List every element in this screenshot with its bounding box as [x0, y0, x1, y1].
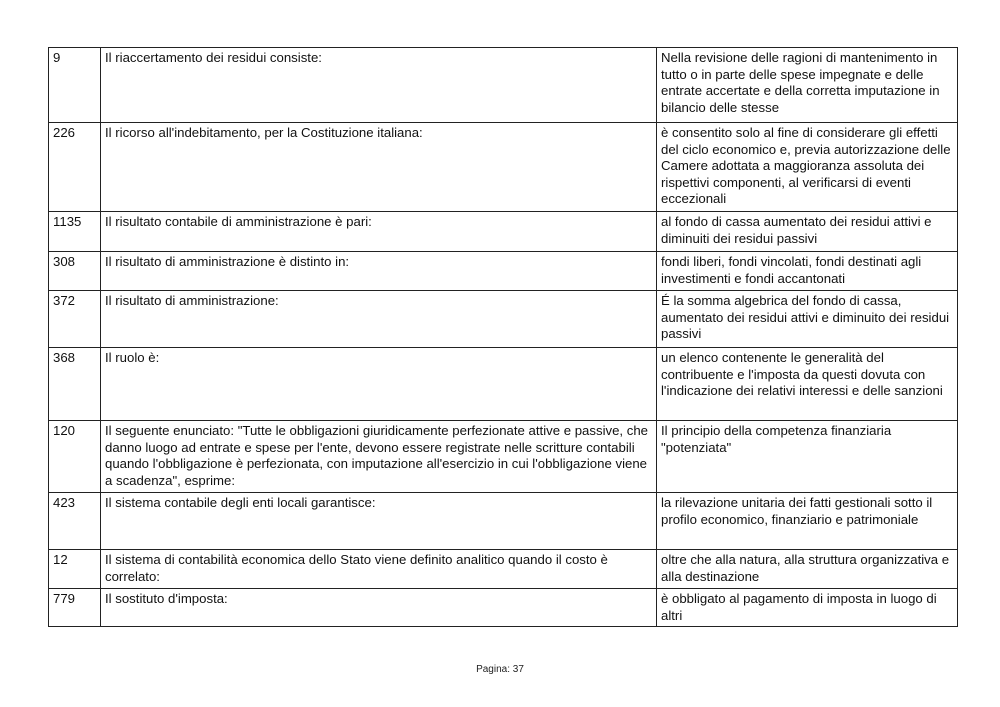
question-id: 368: [49, 348, 101, 421]
question-id: 9: [49, 48, 101, 123]
answer-text: un elenco contenente le generalità del contribuente e l'imposta da questi dovuta con l'indicazione dei relativi interessi e delle sanzioni: [657, 348, 958, 421]
table-row: [49, 48, 958, 123]
answer-text: Nella revisione delle ragioni di mantenimento in tutto o in parte delle spese impegnate e delle entrate accertate e della corretta imputazione in bilancio delle stesse: [657, 48, 958, 123]
table-row: [49, 421, 958, 493]
question-text: Il sistema contabile degli enti locali garantisce:: [101, 493, 657, 550]
question-text: Il sistema di contabilità economica dello Stato viene definito analitico quando il costo è correlato:: [101, 550, 657, 589]
table-row: [49, 123, 958, 212]
table-row: [49, 589, 958, 627]
question-text: Il sostituto d'imposta:: [101, 589, 657, 627]
question-id: 1135: [49, 212, 101, 252]
questions-table: [48, 47, 958, 627]
question-id: 226: [49, 123, 101, 212]
question-text: Il risultato di amministrazione:: [101, 291, 657, 348]
answer-text: la rilevazione unitaria dei fatti gestionali sotto il profilo economico, finanziario e patrimoniale: [657, 493, 958, 550]
answer-text: è consentito solo al fine di considerare gli effetti del ciclo economico e, previa autorizzazione delle Camere adottata a maggioranza assoluta dei rispettivi componenti, al verificarsi di eventi eccezionali: [657, 123, 958, 212]
table-row: [49, 291, 958, 348]
question-id: 423: [49, 493, 101, 550]
table-row: [49, 550, 958, 589]
question-id: 12: [49, 550, 101, 589]
answer-text: É la somma algebrica del fondo di cassa, aumentato dei residui attivi e diminuito dei residui passivi: [657, 291, 958, 348]
table-row: [49, 212, 958, 252]
question-text: Il ruolo è:: [101, 348, 657, 421]
table-row: [49, 252, 958, 291]
question-id: 308: [49, 252, 101, 291]
page-number: Pagina: 37: [476, 664, 524, 675]
table-row: [49, 493, 958, 550]
answer-text: fondi liberi, fondi vincolati, fondi destinati agli investimenti e fondi accantonati: [657, 252, 958, 291]
answer-text: oltre che alla natura, alla struttura organizzativa e alla destinazione: [657, 550, 958, 589]
answer-text: Il principio della competenza finanziaria "potenziata": [657, 421, 958, 493]
question-id: 779: [49, 589, 101, 627]
question-text: Il risultato di amministrazione è distinto in:: [101, 252, 657, 291]
question-id: 372: [49, 291, 101, 348]
table-row: [49, 348, 958, 421]
question-text: Il ricorso all'indebitamento, per la Costituzione italiana:: [101, 123, 657, 212]
answer-text: al fondo di cassa aumentato dei residui attivi e diminuiti dei residui passivi: [657, 212, 958, 252]
answer-text: è obbligato al pagamento di imposta in luogo di altri: [657, 589, 958, 627]
question-text: Il risultato contabile di amministrazione è pari:: [101, 212, 657, 252]
question-text: Il seguente enunciato: "Tutte le obbligazioni giuridicamente perfezionate attive e passive, che danno luogo ad entrate e spese per l'ente, devono essere registrate nelle scritture contabili quando l'obbligazione è perfezionata, con imputazione all'esercizio in cui l'obbligazione viene a scadenza", esprime:: [101, 421, 657, 493]
question-text: Il riaccertamento dei residui consiste:: [101, 48, 657, 123]
question-id: 120: [49, 421, 101, 493]
